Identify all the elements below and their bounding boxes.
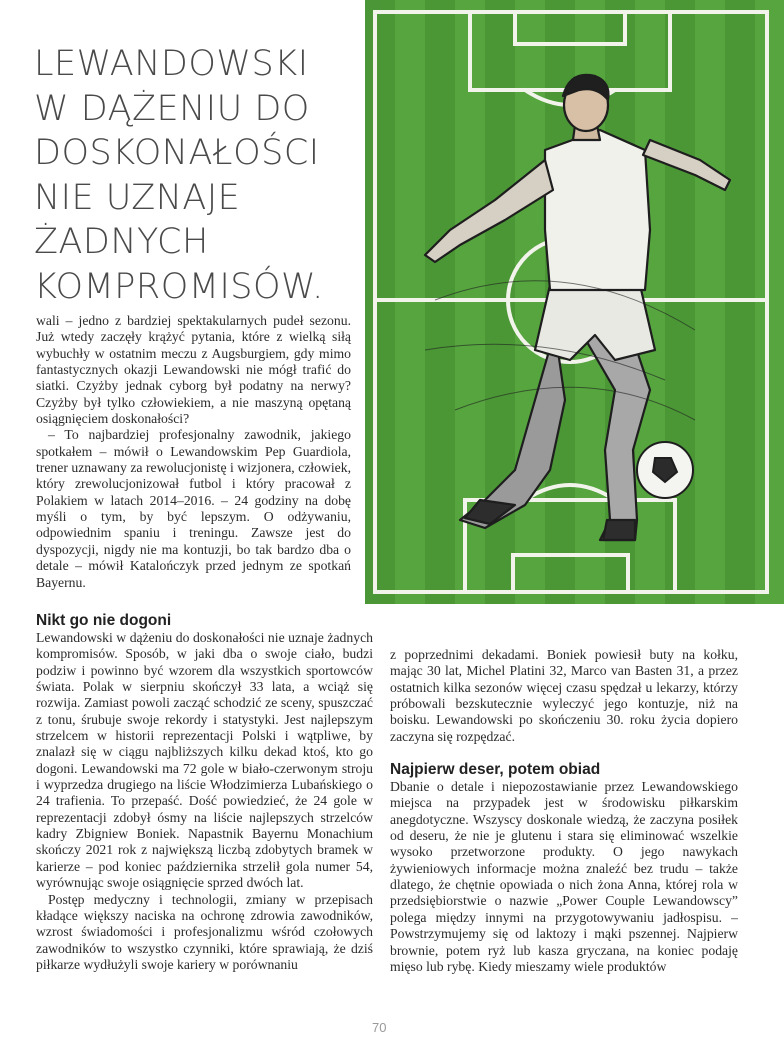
article-headline	[34, 42, 364, 309]
football	[637, 442, 693, 498]
headline-line: KOMPROMISÓW.	[34, 266, 324, 307]
headline-line: NIE UZNAJE	[34, 177, 241, 218]
section2-paragraph: Dbanie o detale i niepozostawianie przez Lewandowskiego miejsca na przypadek jest w środowisku piłkarskim anegdotyczne. Wszyscy doskonale wiedzą, że zaczyna posiłek od deseru, że nie je glutenu i stara się eliminować wszelkie wysoko przetworzone produkty. O jego nawykach żywieniowych informacje można znaleźć bez trudu – także dlatego, że chętnie opowiada o nich żona Anna, której rola w przedsiębiorstwie o nazwie „Power Couple Lewandowscy” polega między innymi na przygotowywaniu jadłospisu. – Powstrzymujemy się od laktozy i mąki pszennej. Najpierw brownie, potem ryż lub kasza gryczana, na koniec podaję mięso lub rybę. Kiedy mieszamy wiele produktów	[390, 779, 738, 974]
headline-line: DOSKONAŁOŚCI	[34, 133, 320, 173]
page-number: 70	[372, 1020, 387, 1035]
section-heading-1: Nikt go nie dogoni	[36, 612, 172, 629]
intro-column	[36, 313, 351, 591]
left-column	[36, 611, 373, 973]
headline-line: ŻADNYCH	[34, 222, 209, 262]
footballer-illustration	[365, 0, 784, 604]
column2-paragraph: z poprzednimi dekadami. Boniek powiesił buty na kołku, mając 30 lat, Michel Platini 32, Marco van Basten 31, a przez ostatnich kilka sezonów więcej czasu spędzał u lekarzy, którzy próbowali bezskutecznie wyleczyć jego kontuzje, niż na boisku. Lewandowski po skończeniu 30. roku życia dopiero zaczyna się rozpędzać.	[390, 647, 738, 744]
section1-paragraph: Postęp medyczny i technologii, zmiany w przepisach kładące większy naciska na ochronę zdrowia zawodników, wzrost świadomości i profesjonalizmu wśród czołowych zawodników to wszystko czynniki, które sprawiają, że dziś piłkarze wydłużyli swoje kariery w porównaniu	[36, 891, 373, 972]
intro-paragraph: – To najbardziej profesjonalny zawodnik, jakiego spotkałem – mówił o Lewandowskim Pep Guardiola, trener uznawany za rewolucjonistę i wizjonera, człowiek, który zrewolucjonizował futbol i który pracował z Polakiem w latach 2014–2016. – 24 godziny na dobę myśli o tym, by być lepszym. O odżywaniu, odpowiednim spaniu i treningu. Zawsze jest do dyspozycji, nigdy nie ma kontuzji, bo tak bardzo dba o detale – mówił Katalończyk przed jednym ze spotkań Bayernu.	[36, 427, 351, 590]
section1-paragraph: Lewandowski w dążeniu do doskonałości nie uznaje żadnych kompromisów. Sposób, w jaki dba o swoje ciało, budzi podziw i powinno być wzorem dla wszystkich sportowców świata. Polak w sierpniu skończył 33 lata, a wciąż się rozwija. Zamiast powoli zacząć schodzić ze sceny, spuszczać z tonu, śrubuje swoje rekordy i statystyki. Jest najlepszym strzelcem w historii reprezentacji Polski i wątpliwe, by znalazł się w ciągu najbliższych kilku dekad ktoś, kto go dogoni. Lewandowski ma 72 gole w biało-czerwonym stroju i wyprzedza drugiego na liście Włodzimierza Lubańskiego o 24 trafienia. To przepaść. Dość powiedzieć, że 24 gole w reprezentacji zdobył ósmy na liście najlepszych strzelców kadry Zbigniew Boniek. Napastnik Bayernu Monachium skończy 2021 rok z największą liczbą zdobytych bramek w karierze – pod koniec października strzelił gola numer 54, wyrównując swoje osiągnięcie sprzed dwóch lat.	[36, 630, 373, 891]
headline-line: W DĄŻENIU DO	[34, 88, 310, 129]
right-column	[390, 647, 738, 975]
section-heading-2: Najpierw deser, potem obiad	[390, 761, 601, 779]
headline-line: LEWANDOWSKI	[34, 44, 309, 84]
intro-paragraph: wali – jedno z bardziej spektakularnych pudeł sezonu. Już wtedy zaczęły krążyć pytania, które z wielką siłą wybuchły w ostatnim meczu z Augsburgiem, gdy mimo fantastycznych okazji Lewandowski nie mógł trafić do siatki. Czyżby jednak cyborg był podatny na nerwy? Czyżby był tylko człowiekiem, a nie maszyną opętaną osiągnięciem doskonałości?	[36, 313, 351, 427]
